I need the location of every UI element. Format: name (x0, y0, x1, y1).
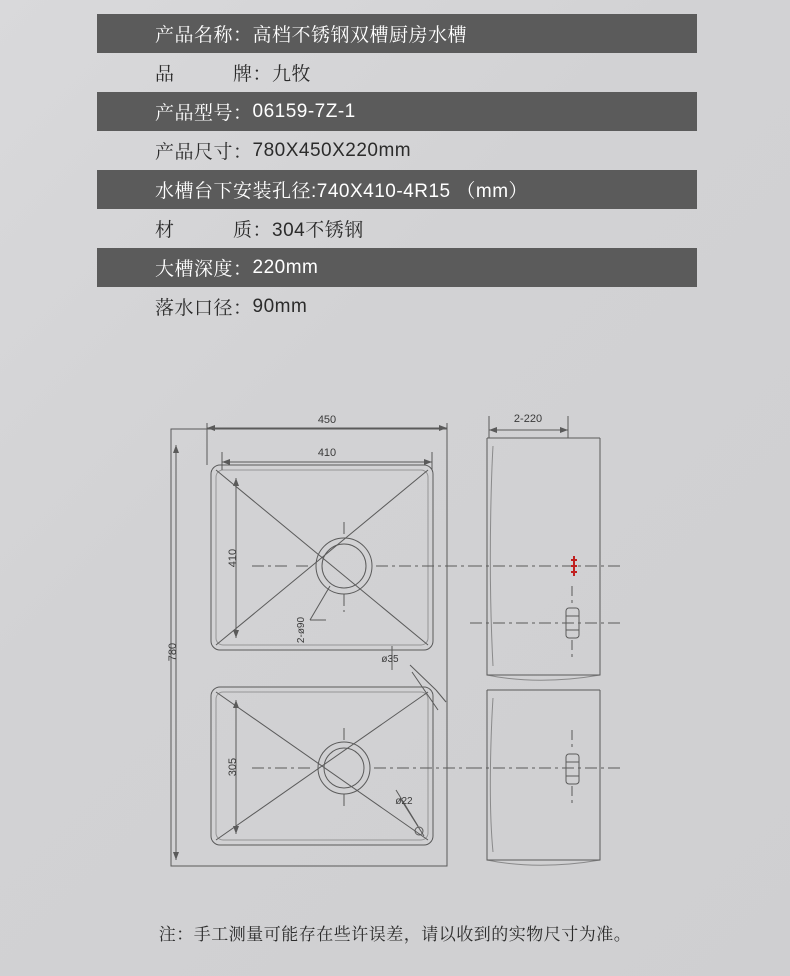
spec-value: 304不锈钢 (272, 220, 364, 241)
dim-drain-detail-2: ø22 (395, 796, 413, 807)
spec-value: 06159-7Z-1 (252, 100, 356, 122)
dim-overall-height: 780 (167, 642, 179, 662)
spec-label: 水槽台下安装孔径: (155, 181, 317, 202)
dim-top-width: 450 (317, 414, 337, 426)
dim-drain-detail-1: ø35 (381, 654, 399, 665)
spec-label: 产品名称： (155, 25, 253, 46)
spec-label: 大槽深度： (155, 259, 253, 280)
spec-row (97, 131, 697, 170)
specification-table (97, 14, 697, 326)
spec-row (97, 170, 697, 209)
spec-label: 产品型号： (155, 103, 253, 124)
spec-label: 落水口径： (155, 298, 253, 319)
dim-lower-basin-height: 305 (227, 757, 239, 777)
spec-row (97, 209, 697, 248)
dim-upper-basin-height: 410 (227, 548, 239, 568)
spec-row (97, 14, 697, 53)
spec-value: 220mm (252, 256, 319, 278)
spec-row (97, 287, 697, 326)
spec-row (97, 248, 697, 287)
spec-value: 90mm (252, 295, 308, 317)
spec-value: 740X410-4R15 （mm） (316, 181, 529, 202)
dim-side-width: 2-220 (513, 413, 543, 425)
spec-row (97, 92, 697, 131)
technical-drawing (0, 390, 790, 890)
spec-row (97, 53, 697, 92)
spec-label: 品 牌： (155, 64, 273, 85)
spec-value: 780X450X220mm (252, 139, 412, 161)
measurement-footnote: 注：手工测量可能存在些许误差，请以收到的实物尺寸为准。 (158, 925, 632, 944)
spec-label: 材 质： (155, 220, 273, 241)
dim-inner-width: 410 (317, 447, 337, 459)
spec-label: 产品尺寸： (155, 142, 253, 163)
spec-value: 九牧 (272, 64, 312, 85)
spec-value: 高档不锈钢双槽厨房水槽 (252, 25, 468, 46)
dim-drain-top: 2-ø90 (296, 616, 307, 644)
